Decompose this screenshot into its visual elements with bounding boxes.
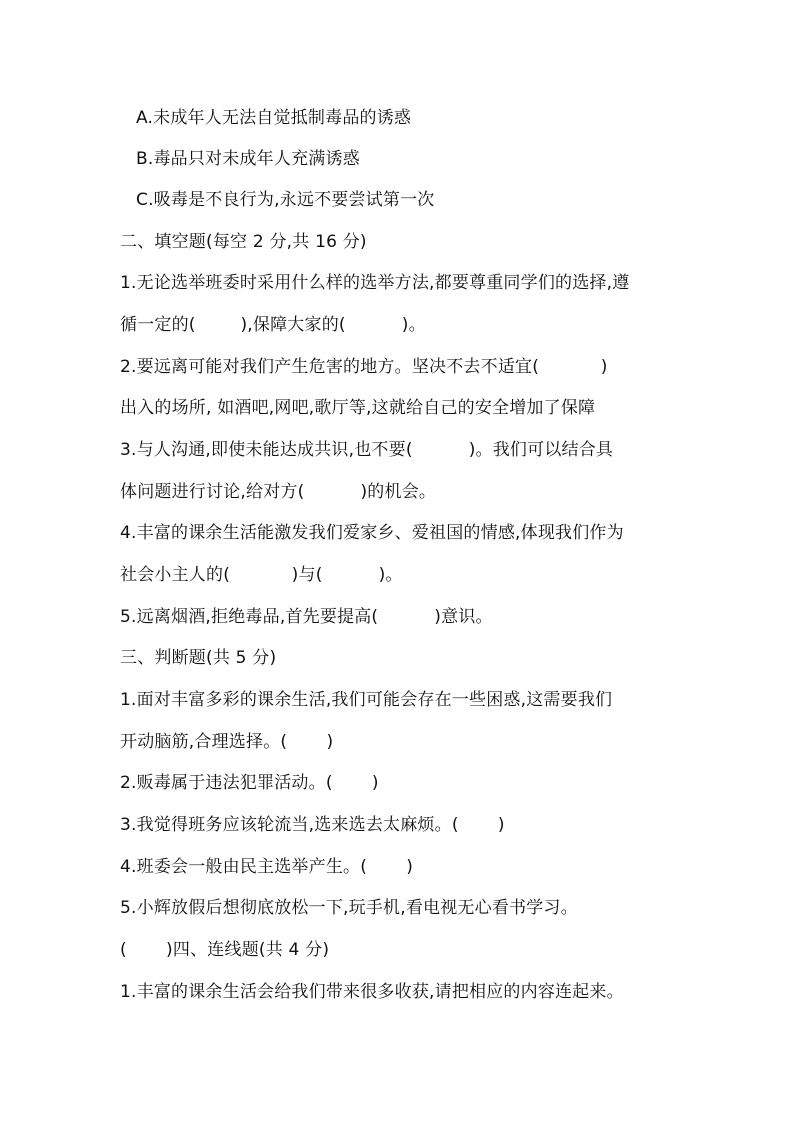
- question-text: 2.要远离可能对我们产生危害的地方。坚决不去不适宜( ): [120, 357, 608, 377]
- question-text: 社会小主人的( )与( )。: [120, 565, 403, 585]
- question-text: 2.贩毒属于违法犯罪活动。( ): [120, 773, 379, 793]
- option-c: C.吸毒是不良行为,永远不要尝试第一次: [136, 190, 435, 210]
- question-text: 3.我觉得班务应该轮流当,选来选去太麻烦。( ): [120, 815, 505, 835]
- question-text: 体问题进行讨论,给对方( )的机会。: [120, 482, 437, 502]
- question-text: 1.丰富的课余生活会给我们带来很多收获,请把相应的内容连起来。: [120, 982, 624, 1002]
- option-a: A.未成年人无法自觉抵制毒品的诱惑: [136, 108, 412, 128]
- question-text: 4.班委会一般由民主选举产生。( ): [120, 857, 414, 877]
- question-text: 出入的场所, 如酒吧,网吧,歌厅等,这就给自己的安全增加了保障: [120, 398, 596, 418]
- section-heading-fill-blank: 二、填空题(每空 2 分,共 16 分): [120, 232, 367, 252]
- question-text: 循一定的( ),保障大家的( )。: [120, 315, 426, 335]
- question-text: 4.丰富的课余生活能激发我们爱家乡、爱祖国的情感,体现我们作为: [120, 523, 624, 543]
- question-text: 5.远离烟酒,拒绝毒品,首先要提高( )意识。: [120, 607, 493, 627]
- section-heading-matching: ( )四、连线题(共 4 分): [120, 940, 330, 960]
- question-text: 1.无论选举班委时采用什么样的选举方法,都要尊重同学们的选择,遵: [120, 273, 630, 293]
- question-text: 开动脑筋,合理选择。( ): [120, 732, 334, 752]
- section-heading-judgment: 三、判断题(共 5 分): [120, 648, 277, 668]
- question-text: 5.小辉放假后想彻底放松一下,玩手机,看电视无心看书学习。: [120, 898, 578, 918]
- option-b: B.毒品只对未成年人充满诱惑: [136, 149, 360, 169]
- question-text: 1.面对丰富多彩的课余生活,我们可能会存在一些困惑,这需要我们: [120, 690, 613, 710]
- question-text: 3.与人沟通,即使未能达成共识,也不要( )。我们可以结合具: [120, 440, 614, 460]
